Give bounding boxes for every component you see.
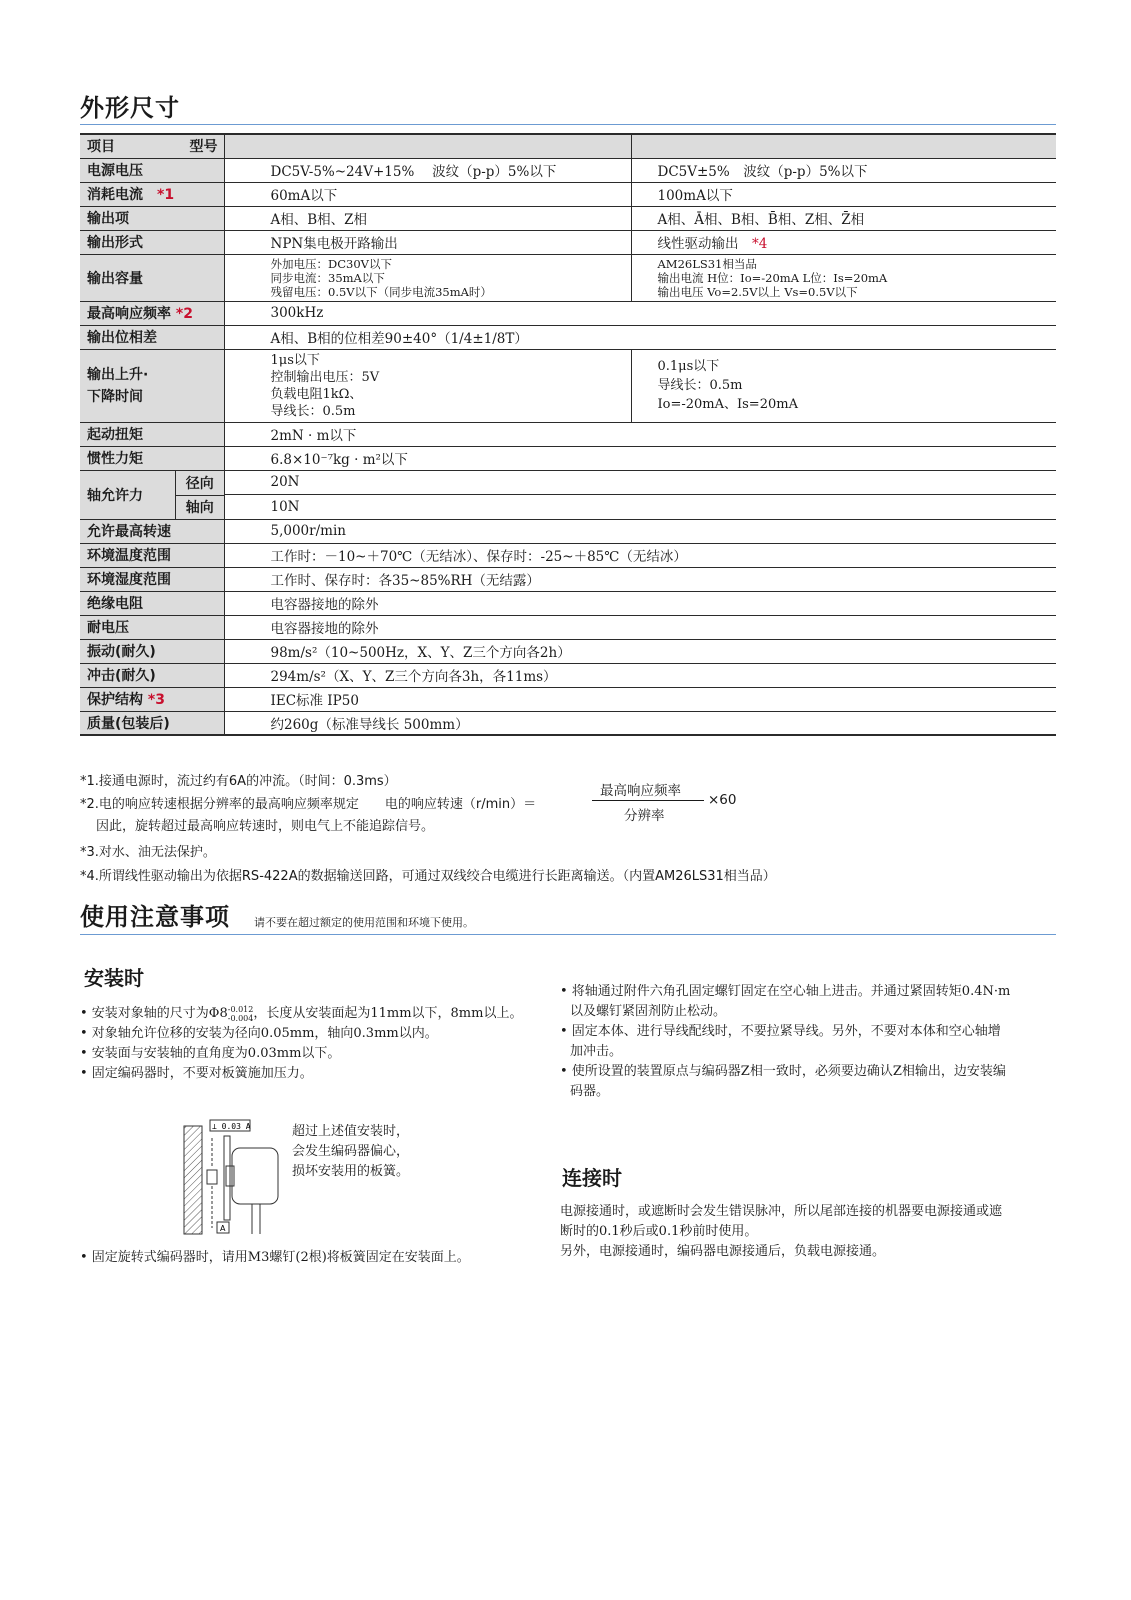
row-value: 电容器接地的除外 (224, 615, 1056, 639)
tolerance (228, 1005, 254, 1023)
row-label-cell (80, 301, 224, 325)
row-label: 环境温度范围 (80, 543, 224, 567)
row-value: 300kHz (224, 301, 1056, 325)
table-row (80, 543, 1056, 567)
footnote-2: *2.电的响应转速根据分辨率的最高响应频率规定 电的响应转速（r/min）＝ (80, 797, 537, 812)
footnote-marker: *4 (752, 236, 768, 252)
footnote-2b: 因此，旋转超过最高响应转速时，则电气上不能追踪信号。 (96, 819, 435, 834)
row-label: 冲击(耐久) (80, 663, 224, 687)
connect-text (560, 1202, 1002, 1262)
value-line: 控制输出电压：5V (270, 369, 380, 385)
connect-line: 另外，电源接通时，编码器电源接通后，负载电源接通。 (560, 1244, 886, 1259)
footnote-1: *1.接通电源时，流过约有6A的冲流。（时间：0.3ms） (80, 774, 397, 789)
row-value: 60mA以下 (224, 182, 631, 206)
mounting-diagram (180, 1118, 290, 1238)
row-label: 消耗电流 (87, 187, 143, 203)
sub-label-radial: 径向 (176, 471, 224, 496)
value-line: 同步电流：35mA以下 (270, 270, 385, 285)
tolerance-lower: -0.004 (227, 1013, 254, 1023)
value-line: 输出电压 Vo=2.5V以上 Vs=0.5V以下 (657, 284, 858, 299)
row-label: 下降时间 (87, 388, 143, 405)
install-bullets (80, 1004, 522, 1084)
value-line: 外加电压：DC30V以下 (270, 256, 392, 271)
row-value-lines (224, 349, 631, 422)
value-line: 导线长：0.5m (657, 378, 743, 393)
row-value: DC5V±5% 波纹（p-p）5%以下 (631, 158, 1056, 182)
header-model: 型号 (189, 139, 218, 156)
table-row (80, 591, 1056, 615)
table-row (80, 711, 1056, 735)
row-value: 98m/s²（10~500Hz，X、Y、Z三个方向各2h） (224, 639, 1056, 663)
row-value: A相、B相、Z相 (224, 206, 631, 230)
row-value-lines (631, 349, 1056, 422)
value-line: 输出电流 H位：Io=-20mA L位：Is=20mA (657, 270, 888, 285)
tolerance-frame-text: ⊥ 0.03 A (212, 1122, 251, 1131)
table-row (80, 519, 1056, 543)
footnote-marker: *2 (175, 306, 193, 322)
bullet-text: ，长度从安装面起为11mm以下，8mm以上。 (253, 1006, 523, 1021)
install-bullet-1 (80, 1004, 522, 1024)
row-value: 工作时：－10~＋70℃（无结冰）、保存时：-25~＋85℃（无结冰） (224, 543, 1056, 567)
row-value: 20N (224, 470, 1056, 495)
row-value: 100mA以下 (631, 182, 1056, 206)
section-rule (80, 124, 1056, 125)
row-value: A相、B相的位相差90±40°（1/4±1/8T） (224, 325, 1056, 349)
row-label: 输出上升· (87, 366, 149, 383)
install-bullet-2: • 对象轴允许位移的安装为径向0.05mm，轴向0.3mm以内。 (80, 1026, 438, 1041)
formula-multiplier: ×60 (708, 792, 737, 808)
section-rule (80, 934, 1056, 935)
row-label: 惯性力矩 (80, 446, 224, 470)
install-title: 安装时 (84, 966, 144, 990)
right-bullets (560, 982, 1010, 1102)
tolerance-upper: -0.012 (227, 1004, 254, 1014)
table-row (80, 349, 1056, 422)
row-label: 输出形式 (80, 230, 224, 254)
row-value: 电容器接地的除外 (224, 591, 1056, 615)
row-label: 输出容量 (80, 254, 224, 301)
bullet-line: • 使所设置的装置原点与编码器Z相一致时，必须要边确认Z相输出，边安装编 (560, 1064, 1006, 1079)
shaft (207, 1170, 217, 1184)
value-line: 0.1μs以下 (657, 359, 720, 374)
row-label: 耐电压 (80, 615, 224, 639)
footnote-3: *3.对水、油无法保护。 (80, 845, 216, 860)
install-bullet-5: • 固定旋转式编码器时，请用M3螺钉(2根)将板簧固定在安装面上。 (80, 1250, 470, 1265)
row-value-cell (631, 230, 1056, 254)
row-label-cell (80, 349, 224, 422)
table-row (80, 470, 1056, 495)
row-value: IEC标准 IP50 (224, 687, 1056, 711)
header-item-model-cell (80, 134, 224, 158)
table-row (80, 182, 1056, 206)
row-value-lines (224, 254, 631, 301)
table-row (80, 254, 1056, 301)
caption-line: 损坏安装用的板簧。 (292, 1164, 410, 1179)
table-row (80, 687, 1056, 711)
row-value: A相、Ā相、B相、B̄相、Z相、Z̄相 (631, 206, 1056, 230)
table-row (80, 567, 1056, 591)
table-row (80, 615, 1056, 639)
row-label-cell (80, 182, 224, 206)
row-value: 2mN · m以下 (224, 422, 1056, 446)
row-label: 起动扭矩 (80, 422, 224, 446)
table-row (80, 639, 1056, 663)
row-label: 绝缘电阻 (80, 591, 224, 615)
row-value: 294m/s²（X、Y、Z三个方向各3h，各11ms） (224, 663, 1056, 687)
bullet-text: • 安装对象轴的尺寸为Φ8 (80, 1006, 228, 1021)
row-label: 输出位相差 (80, 325, 224, 349)
table-row (80, 158, 1056, 182)
formula-numerator: 最高响应频率 (600, 783, 681, 799)
row-value: 线性驱动输出 (657, 236, 739, 252)
table-row (80, 325, 1056, 349)
bullet-line: 以及螺钉紧固剂防止松动。 (570, 1004, 727, 1019)
connect-title: 连接时 (562, 1166, 622, 1190)
header-col2 (631, 134, 1056, 158)
footnote-marker: *1 (157, 187, 175, 203)
install-bullet-3: • 安装面与安装轴的直角度为0.03mm以下。 (80, 1046, 341, 1061)
install-bullet-4: • 固定编码器时，不要对板簧施加压力。 (80, 1066, 313, 1081)
table-row (80, 663, 1056, 687)
row-label: 质量(包装后) (80, 711, 224, 735)
section-subtitle: 请不要在超过额定的使用范围和环境下使用。 (254, 916, 474, 929)
section-title-dimensions: 外形尺寸 (80, 94, 180, 122)
mounting-surface (184, 1126, 202, 1234)
header-item: 项目 (87, 139, 115, 156)
table-row (80, 206, 1056, 230)
value-line: 负载电阻1kΩ、 (270, 386, 363, 402)
row-value-lines (631, 254, 1056, 301)
connect-line: 断时的0.1秒后或0.1秒前时使用。 (560, 1224, 758, 1239)
table-header-row (80, 134, 1056, 158)
row-label: 输出项 (80, 206, 224, 230)
bullet-line: • 将轴通过附件六角孔固定螺钉固定在空心轴上进击。并通过紧固转矩0.4N·m (560, 984, 1011, 999)
value-line: 1μs以下 (270, 352, 320, 368)
value-line: Io=-20mA、Is=20mA (657, 397, 798, 412)
fraction-bar (592, 800, 704, 801)
row-value: 6.8×10⁻⁷kg · m²以下 (224, 446, 1056, 470)
value-line: 导线长：0.5m (270, 403, 356, 419)
connect-line: 电源接通时，或遮断时会发生错误脉冲，所以尾部连接的机器要电源接通或遮 (560, 1204, 1003, 1219)
row-label: 轴允许力 (80, 471, 176, 519)
row-label: 环境湿度范围 (80, 567, 224, 591)
value-line: 残留电压：0.5V以下（同步电流35mA时） (270, 284, 492, 299)
bullet-line: 加冲击。 (570, 1044, 623, 1059)
table-row (80, 422, 1056, 446)
row-label-cell (80, 687, 224, 711)
row-label: 电源电压 (80, 158, 224, 182)
footnote-4: *4.所谓线性驱动输出为依据RS-422A的数据输送回路，可通过双线绞合电缆进行长距离输送。（内置AM26LS31相当品） (80, 869, 776, 884)
value-line: AM26LS31相当品 (657, 256, 757, 271)
row-label: 振动(耐久) (80, 639, 224, 663)
row-label: 保护结构 (87, 692, 143, 708)
formula-denominator: 分辨率 (624, 808, 665, 824)
row-value: DC5V-5%~24V+15% 波纹（p-p）5%以下 (224, 158, 631, 182)
row-label: 最高响应频率 (87, 306, 171, 322)
table-row (80, 446, 1056, 470)
table-row (80, 301, 1056, 325)
row-value: 约260g（标准导线长 500mm） (224, 711, 1056, 735)
row-value: 5,000r/min (224, 519, 1056, 543)
encoder-body (232, 1148, 278, 1204)
spec-table (80, 133, 1056, 736)
datum-frame-text: A (220, 1224, 226, 1233)
footnote-marker: *3 (147, 692, 165, 708)
bullet-line: • 固定本体、进行导线配线时，不要拉紧导线。另外，不要对本体和空心轴增 (560, 1024, 1001, 1039)
row-value: 工作时、保存时：各35~85%RH（无结露） (224, 567, 1056, 591)
row-value: 10N (224, 495, 1056, 520)
row-label-cell (80, 470, 224, 519)
bullet-line: 码器。 (570, 1084, 610, 1099)
header-col1 (224, 134, 631, 158)
table-row (80, 495, 1056, 520)
diagram-caption (292, 1122, 409, 1182)
leaf-spring (224, 1136, 230, 1220)
section-title-precautions: 使用注意事项 (80, 903, 230, 931)
table-row (80, 230, 1056, 254)
row-label: 允许最高转速 (80, 519, 224, 543)
caption-line: 超过上述值安装时， (292, 1124, 410, 1139)
sub-label-axial: 轴向 (185, 500, 214, 516)
row-value: NPN集电极开路输出 (224, 230, 631, 254)
caption-line: 会发生编码器偏心， (292, 1144, 410, 1159)
